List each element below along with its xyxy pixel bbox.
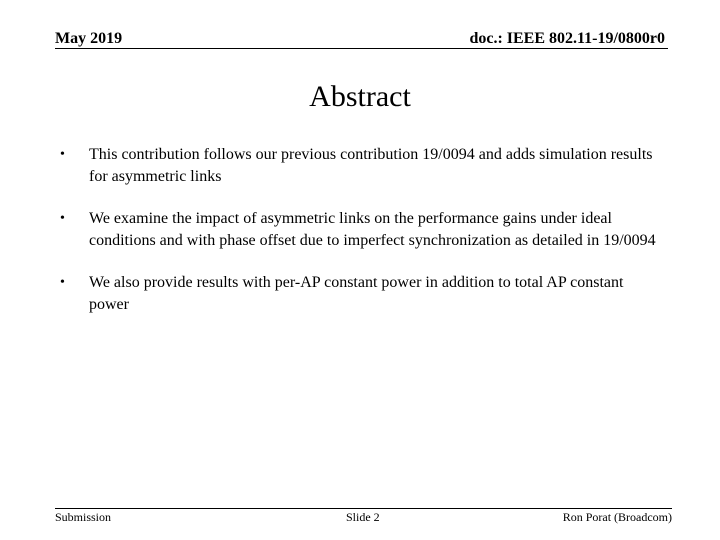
bullet-item [60, 272, 660, 316]
bullet-marker: • [60, 147, 65, 162]
bullet-item [60, 208, 660, 252]
slide-title: Abstract [309, 80, 411, 113]
header-doc-id: doc.: IEEE 802.11-19/0800r0 [469, 30, 665, 47]
footer-divider [55, 508, 672, 509]
bullet-item [60, 144, 660, 188]
footer-submission: Submission [55, 510, 112, 524]
bullet-marker: • [60, 275, 65, 290]
bullet-marker: • [60, 211, 65, 226]
footer-slide-number: Slide 2 [346, 510, 380, 524]
header-date: May 2019 [55, 30, 123, 47]
header-divider [55, 48, 668, 49]
bullet-text: We also provide results with per-AP constant power in addition to total AP constant power [89, 274, 624, 313]
footer-author: Ron Porat (Broadcom) [562, 510, 672, 524]
bullet-text: This contribution follows our previous contribution 19/0094 and adds simulation results for asymmetric links [89, 146, 653, 185]
bullet-list [60, 144, 660, 336]
bullet-text: We examine the impact of asymmetric links on the performance gains under ideal conditions and with phase offset due to imperfect synchronization as detailed in 19/0094 [89, 210, 656, 249]
